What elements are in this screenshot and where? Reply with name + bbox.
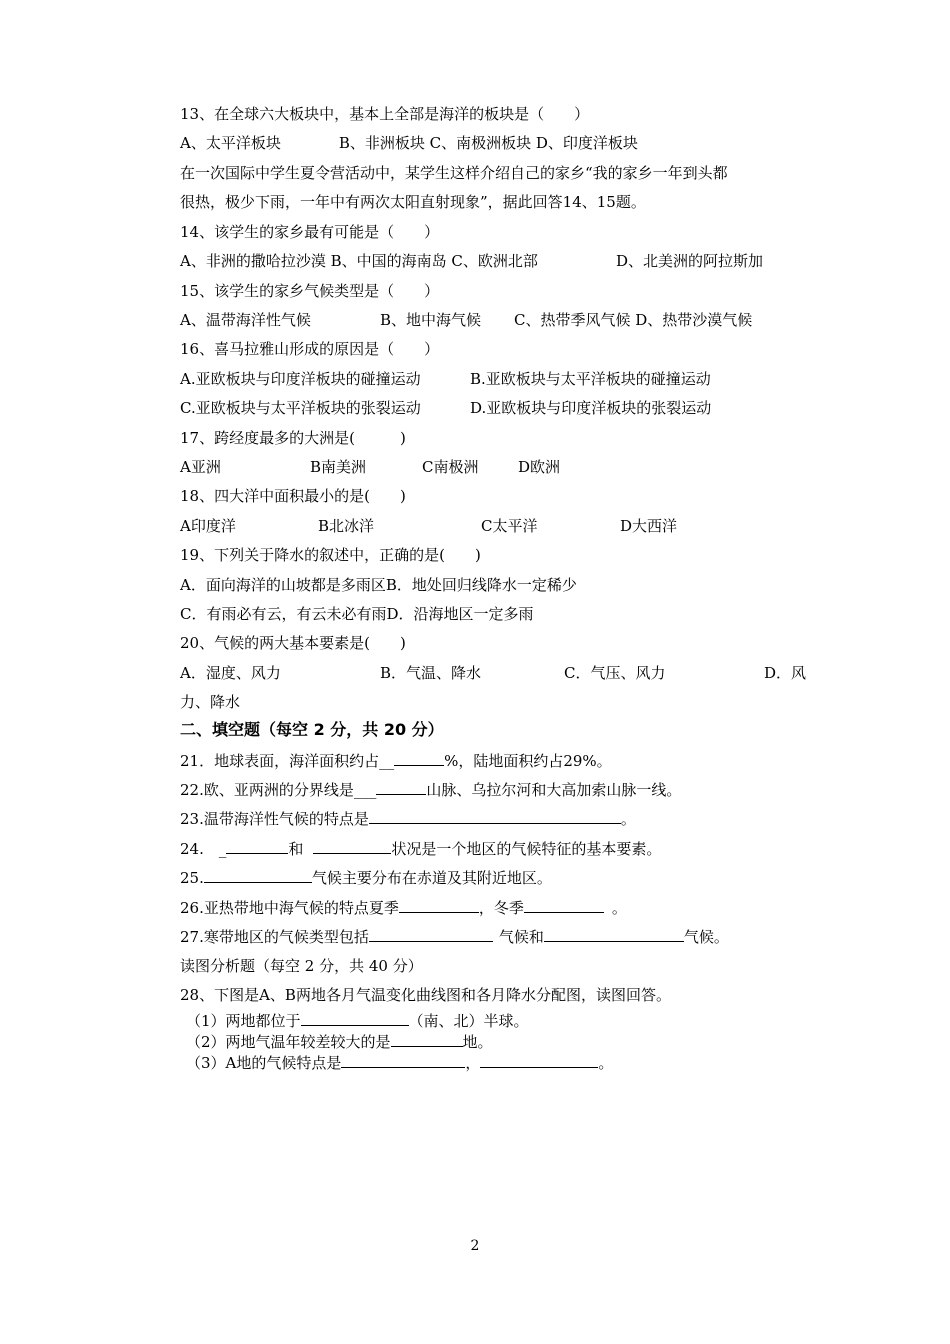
question-15: 15、该学生的家乡气候类型是（ ） [180,282,440,300]
answer-blank[interactable] [399,898,479,913]
question-27-text-mid: 气候和 [498,928,544,946]
question-19: 19、下列关于降水的叙述中，正确的是( ) [180,546,481,564]
question-16-options-ab [180,369,711,389]
question-19-options-ab: A．面向海洋的山坡都是多雨区B．地处回归线降水一定稀少 [180,576,577,594]
question-25-text-end: 气候主要分布在赤道及其附近地区。 [311,869,552,887]
question-22 [180,780,681,800]
part-2-text-end: 地。 [462,1033,493,1051]
question-27-text-end: 气候。 [683,928,729,946]
question-24-text: 24. _ [180,840,227,858]
answer-blank[interactable] [369,809,621,824]
option-a: A.亚欧板块与印度洋板块的碰撞运动 [180,370,421,388]
question-22-text: 22.欧、亚两洲的分界线是___ [180,781,377,799]
option-a: A印度洋 [180,517,236,535]
answer-blank[interactable] [524,898,604,913]
option-c: C太平洋 [481,517,538,535]
part-3-text-mid: ， [465,1054,481,1072]
option-b: B北冰洋 [318,517,375,535]
question-27-text: 27.寒带地区的气候类型包括 [180,928,369,946]
part-1-text: （1）两地都位于 [186,1012,301,1030]
question-25-text: 25. [180,869,204,887]
intro-line-1: 在一次国际中学生夏令营活动中，某学生这样介绍自己的家乡“我的家乡一年到头都 [180,164,728,182]
options-bcd: B、非洲板块 C、南极洲板块 D、印度洋板块 [338,134,638,152]
question-13-options [180,133,638,153]
part-3-text: （3）A地的气候特点是 [186,1054,342,1072]
option-a: A亚洲 [180,458,221,476]
answer-blank[interactable] [376,780,426,795]
answer-blank[interactable] [204,868,312,883]
part-2-text: （2）两地气温年较差较大的是 [186,1033,391,1051]
question-22-text-end: 山脉、乌拉尔河和大高加索山脉一线。 [426,781,682,799]
answer-blank[interactable] [391,1032,463,1047]
option-d: D、北美洲的阿拉斯加 [616,252,764,270]
question-26-text-mid: ，冬季 [478,899,524,917]
option-d: D.亚欧板块与印度洋板块的张裂运动 [470,399,712,417]
question-27 [180,927,729,947]
answer-blank[interactable] [301,1011,409,1026]
analysis-heading: 读图分析题（每空 2 分，共 40 分） [180,957,423,975]
page-number: 2 [470,1238,480,1254]
question-26-text: 26.亚热带地中海气候的特点夏季 [180,899,399,917]
option-c: C.亚欧板块与太平洋板块的张裂运动 [180,399,421,417]
option-b: B南美洲 [310,458,367,476]
question-24-text-end: 状况是一个地区的气候特征的基本要素。 [391,840,662,858]
part-1-text-end: （南、北）半球。 [408,1012,529,1030]
question-28-part-2 [186,1032,493,1052]
option-d: D大西洋 [620,517,678,535]
part-3-text-end: 。 [598,1054,614,1072]
question-23-text: 23.温带海洋性气候的特点是 [180,810,369,828]
options-abc: A、非洲的撒哈拉沙漠 B、中国的海南岛 C、欧洲北部 [180,252,538,270]
question-28-part-3 [186,1053,613,1073]
question-14-options [180,251,764,271]
answer-blank[interactable] [226,839,288,854]
question-26-text-end: 。 [611,899,627,917]
answer-blank[interactable] [369,927,493,942]
question-23-text-end: 。 [620,810,636,828]
option-d-part1: D．风 [764,664,807,682]
answer-blank[interactable] [394,751,444,766]
answer-blank[interactable] [341,1053,465,1068]
question-25 [180,868,552,888]
question-28-part-1 [186,1011,529,1031]
option-c: C．气压、风力 [564,664,666,682]
question-13: 13、在全球六大板块中，基本上全部是海洋的板块是（ ） [180,105,590,123]
question-21 [180,751,612,771]
question-16-options-cd [180,398,712,418]
option-a: A、温带海洋性气候 [180,311,311,329]
option-a: A、太平洋板块 [180,134,281,152]
question-26 [180,898,627,918]
question-16: 16、喜马拉雅山形成的原因是（ ） [180,340,440,358]
question-28: 28、下图是A、B两地各月气温变化曲线图和各月降水分配图，读图回答。 [180,986,671,1004]
answer-blank[interactable] [480,1053,598,1068]
question-21-text-end: %，陆地面积约占29%。 [444,752,612,770]
question-14: 14、该学生的家乡最有可能是（ ） [180,223,440,241]
answer-blank[interactable] [544,927,684,942]
option-b: B.亚欧板块与太平洋板块的碰撞运动 [470,370,711,388]
question-24-text-mid: 和 [288,840,304,858]
question-20: 20、气候的两大基本要素是( ) [180,634,406,652]
option-d: D欧洲 [518,458,561,476]
option-b: B．气温、降水 [380,664,482,682]
question-24 [180,839,661,859]
question-20-options [180,663,807,683]
intro-line-2: 很热，极少下雨，一年中有两次太阳直射现象”，据此回答14、15题。 [180,193,646,211]
question-17: 17、跨经度最多的大洲是( ) [180,429,406,447]
question-19-options-cd: C．有雨必有云，有云未必有雨D．沿海地区一定多雨 [180,605,534,623]
question-17-options [180,457,561,477]
options-cd: C、热带季风气候 D、热带沙漠气候 [514,311,753,329]
answer-blank[interactable] [313,839,391,854]
option-b: B、地中海气候 [380,311,482,329]
question-23 [180,809,636,829]
fill-in-heading: 二、填空题（每空 2 分，共 20 分） [180,720,444,739]
question-21-text: 21．地球表面，海洋面积约占__ [180,752,395,770]
question-18: 18、四大洋中面积最小的是( ) [180,487,406,505]
option-a: A．湿度、风力 [180,664,281,682]
question-20-option-d-part2: 力、降水 [180,693,241,711]
option-c: C南极洲 [422,458,479,476]
question-18-options [180,516,678,536]
question-15-options [180,310,753,330]
